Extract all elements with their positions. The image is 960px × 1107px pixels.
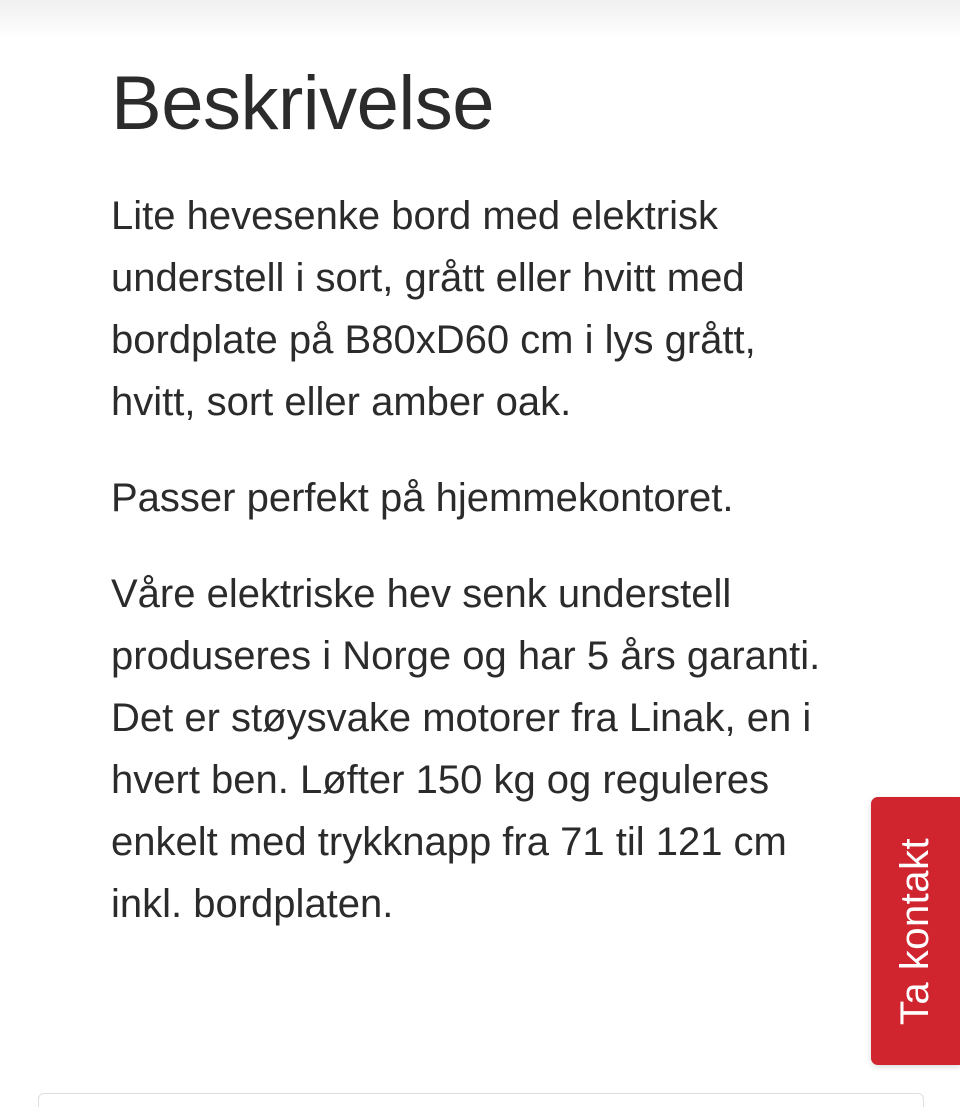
description-paragraph-3: Våre elektriske hev senk understell produseres i Norge og har 5 års garanti. Det er støysvake motorer fra Linak, en i hvert ben. Løfter 150 kg og reguleres enkelt med trykknapp fra 71 til 121 cm inkl. bordplaten. [111,572,821,926]
description-heading: Beskrivelse [111,61,495,146]
contact-tab-label: Ta kontakt [893,837,938,1025]
contact-tab-button[interactable] [871,797,960,1065]
description-section [111,58,831,935]
description-paragraph-1: Lite hevesenke bord med elektrisk understell i sort, grått eller hvitt med bordplate på B80xD60 cm i lys grått, hvitt, sort eller amber oak. [111,194,756,424]
bottom-card [38,1093,924,1107]
description-paragraph-2: Passer perfekt på hjemmekontoret. [111,476,734,520]
header-shadow [0,0,960,40]
